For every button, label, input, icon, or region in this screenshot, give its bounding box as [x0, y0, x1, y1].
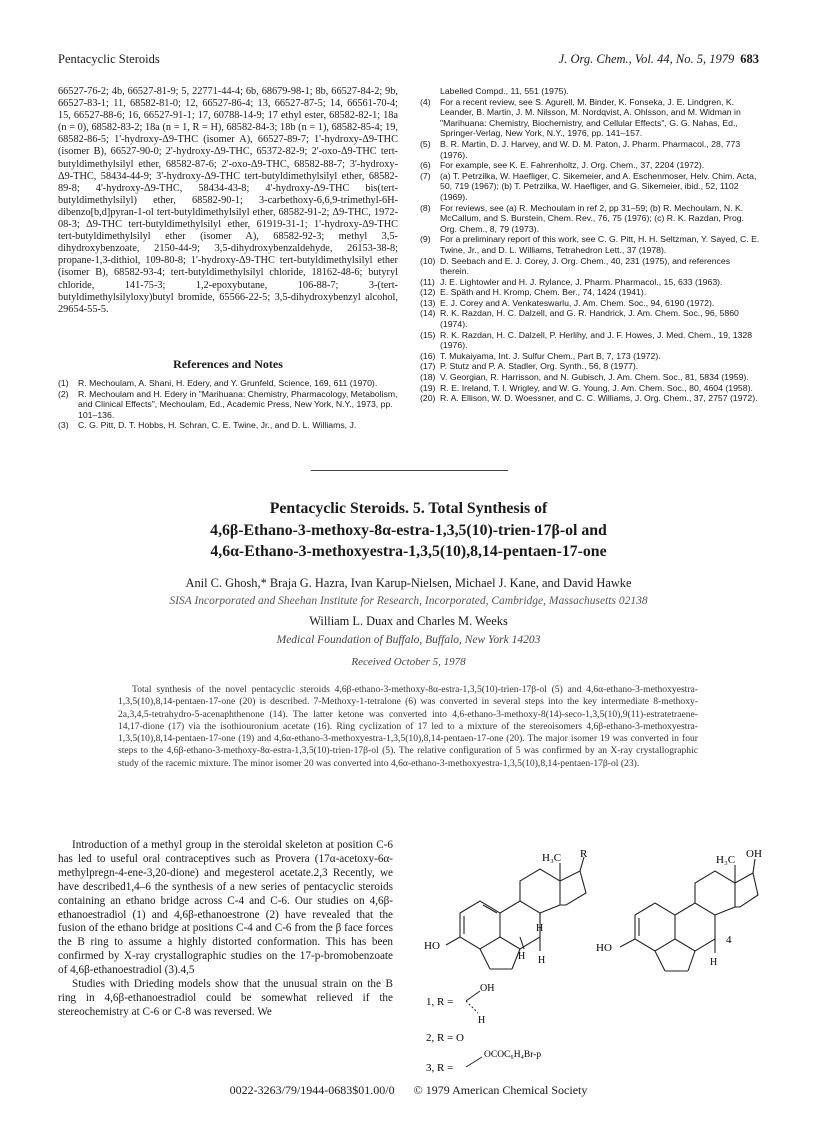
references-heading: References and Notes [173, 357, 283, 371]
label-ho-left: HO [424, 940, 440, 952]
reference-text: R. E. Ireland, T. I. Wrigley, and W. G. Young, J. Am. Chem. Soc., 80, 4604 (1958). [440, 382, 753, 393]
page-footer [0, 1083, 817, 1098]
author-list-2: William L. Duax and Charles M. Weeks [309, 614, 508, 628]
introduction [58, 839, 393, 1020]
reference-item [420, 287, 760, 298]
label-compound-1-h: H [478, 1015, 486, 1026]
reference-text: For example, see K. E. Fahrenholtz, J. Org. Chem., 37, 2204 (1972). [440, 160, 705, 171]
reference-text: R. Mechoulam and H. Edery in "Marihuana: Chemistry, Pharmacology, Metabolism, and Clinical Effects", Mechoulam, Ed., Academic Press, New York, N.Y., 1973, pp. 101–136. [78, 388, 398, 420]
label-compound-4: 4 [726, 934, 732, 946]
section-divider [311, 470, 508, 471]
reference-item [420, 383, 760, 394]
label-oh-top: OH [746, 848, 762, 860]
affiliation-1: SISA Incorporated and Sheehan Institute for Research, Incorporated, Cambridge, Massachusetts 02138 [169, 595, 648, 607]
journal-name: J. Org. Chem., Vol. 44, No. 5, 1979 [558, 52, 735, 66]
reference-text: R. K. Razdan, H. C. Dalzell, P. Herlihy, and J. F. Howes, J. Med. Chem., 19, 1328 (1976). [440, 329, 753, 351]
author-list: Anil C. Ghosh,* Braja G. Hazra, Ivan Karup-Nielsen, Michael J. Kane, and David Hawke [185, 576, 632, 590]
reference-text: For reviews, see (a) R. Mechoulam in ref 2, pp 31–59; (b) R. Mechoulam, N. K. McCallum, and S. Burstein, Chem. Rev., 76, 75 (1976); (c) R. K. Razdan, Prog. Org. Chem., 8, 79 (1973). [440, 202, 745, 234]
reference-item [58, 389, 398, 421]
structure-1-3 [446, 857, 586, 969]
article-title [60, 498, 757, 563]
title-line-3: 4,6α-Ethano-3-methoxyestra-1,3,5(10),8,14-pentaen-17-one [210, 543, 607, 560]
reference-item [420, 277, 760, 288]
reference-number: (8) [420, 202, 431, 213]
label-h3c-right: H₃C [716, 854, 736, 866]
reference-number: (5) [420, 138, 431, 149]
journal-citation [559, 52, 759, 67]
label-h-left-3: H [538, 955, 546, 966]
reference-item [420, 330, 760, 351]
reference-number: (16) [420, 350, 436, 361]
reference-item [420, 361, 760, 372]
page-number: 683 [740, 52, 759, 66]
reference-item [420, 256, 760, 277]
reference-number: (9) [420, 234, 431, 245]
label-ho-right: HO [596, 942, 612, 954]
reference-item [420, 160, 760, 171]
reference-number: (3) [58, 420, 69, 431]
intro-paragraph-1: Introduction of a methyl group in the steroidal skeleton at position C-6 has led to useful oral contraceptives such as Provera (17α-acetoxy-6α-methylpregn-4-ene-3,20-dione) and megesterol acetate.2,3 Recently, we have described1,4–6 the synthesis of a new series of pentacyclic steroids containing an ethano bridge across C-4 and C-6. Our studies on 4,6β-ethanoestradiol (1) and 4,6β-ethanoestrone (2) have revealed that the fusion of the ethano bridge at positions C-4 and C-6 from the β face forces the B ring to assume a highly distorted conformation. This has been confirmed by X-ray crystallographic studies on the 17-p-bromobenzoate of 4,6β-ethanoestradiol (3).4,5 [58, 839, 393, 977]
reference-text: C. G. Pitt, D. T. Hobbs, H. Schran, C. E. Twine, Jr., and D. L. Williams, J. [78, 420, 357, 431]
reference-number: (7) [420, 170, 431, 181]
reference-item [420, 234, 760, 255]
abstract [118, 684, 698, 770]
reference-text: T. Mukaiyama, Int. J. Sulfur Chem., Part B, 7, 173 (1972). [440, 350, 661, 361]
reference-number: (17) [420, 361, 436, 372]
reference-text: For a recent review, see S. Agurell, M. Binder, K. Fonseka, J. E. Lindgren, K. Leander, B. Martin, J. M. Nilsson, M. Nordqvist, A. Ohlsson, and M. Widman in "Marihuana: Chemistry, Biochemistry, and Cellular Effects", G. G. Nahas, Ed., Springer-Verlag, New York, N.Y., 1976, pp. 141–157. [440, 96, 741, 139]
reference-number: (2) [58, 388, 69, 399]
received-date: Received October 5, 1978 [351, 656, 466, 668]
reference-item [420, 203, 760, 235]
reference-number: (6) [420, 160, 431, 171]
label-compound-1-oh: OH [480, 983, 495, 994]
reference-text: B. R. Martin, D. J. Harvey, and W. D. M. Paton, J. Pharm. Pharmacol., 28, 773 (1976). [440, 138, 741, 160]
label-r: R [580, 848, 588, 860]
reference-text: J. E. Lightowler and H. J. Rylance, J. Pharm. Pharmacol., 15, 633 (1963). [440, 276, 723, 287]
reference-text: P. Stutz and P. A. Stadler, Org. Synth., 56, 8 (1977). [440, 361, 639, 372]
structure-4 [620, 859, 758, 971]
affiliation-2: Medical Foundation of Buffalo, Buffalo, New York 14203 [276, 634, 541, 646]
label-compound-3-substituent: OCOC₆H₄Br-p [484, 1050, 542, 1060]
reference-number: (15) [420, 329, 436, 340]
reference-number: (4) [420, 96, 431, 107]
reference-number [420, 86, 440, 97]
reference-number: (13) [420, 297, 436, 308]
references-list-right [420, 86, 760, 404]
reference-item [420, 308, 760, 329]
reference-item [420, 86, 760, 97]
reference-item [420, 351, 760, 362]
reference-text: R. K. Razdan, H. C. Dalzell, and G. R. Handrick, J. Am. Chem. Soc., 96, 5860 (1974). [440, 308, 739, 330]
reference-item [420, 171, 760, 203]
running-title: Pentacyclic Steroids [58, 52, 160, 66]
reference-number: (18) [420, 372, 436, 383]
title-line-1: Pentacyclic Steroids. 5. Total Synthesis of [269, 500, 548, 517]
reference-text: E. J. Corey and A. Venkateswarlu, J. Am. Chem. Soc., 94, 6190 (1972). [440, 297, 715, 308]
abstract-text: Total synthesis of the novel pentacyclic steroids 4,6β-ethano-3-methoxy-8α-estra-1,3,5(10)-trien-17β-ol (5) and 4,6α-ethano-3-methoxyestra-1,3,5(10),8,14-pentaen-17-one (20) is described. 7-Methoxy-1-tetralone (6) was converted in several steps into the key intermediate 8-methoxy-2a,3,4,5-tetrahydro-5-acenaphthenone (14). The latter ketone was converted into 4,6-ethano-3-methoxy-8(14)-seco-1,3,5(10),9(11)-estratetraene-14,17-dione (17) via the isothiouronium acetate (16). Ring cyclization of 17 led to a mixture of the stereoisomers 4,6β-ethano-3-methoxyestra-1,3,5(10),8,14-pentaen-17-one (19) and 4,6α-ethano-3-methoxyestra-1,3,5(10),8,14-pentaen-17-one (20). The major isomer 19 was converted in four steps to the 4,6β-ethano-3-methoxy-8α-estra-1,3,5(10)-trien-17β-ol (5). The relative configuration of 5 was confirmed by an X-ray crystallographic study of the racemic mixture. The minor isomer 20 was converted into 4,6α-ethano-3-methoxyestra-1,3,5(10),8,14-pentaen-17β-ol (23). [118, 684, 698, 769]
article-code: 0022-3263/79/1944-0683$01.00/0 [229, 1083, 395, 1097]
compound-3-substituent [466, 1057, 482, 1067]
reference-text: V. Georgian, R. Harrisson, and N. Gubisch, J. Am. Chem. Soc., 81, 5834 (1959). [440, 372, 749, 383]
label-compound-2: 2, R = O [426, 1032, 464, 1044]
structure-figure [420, 845, 770, 1075]
compound-1-substituent [466, 991, 480, 1013]
label-h-left-1: H [536, 923, 544, 934]
reference-number: (12) [420, 287, 436, 298]
label-h-left-2: H [518, 951, 526, 962]
reference-text: D. Seebach and E. J. Corey, J. Org. Chem., 40, 231 (1975), and references therein. [440, 255, 731, 277]
reference-item [420, 372, 760, 383]
reference-number: (19) [420, 382, 436, 393]
registry-numbers: 66527-76-2; 4b, 66527-81-9; 5, 22771-44-4; 6b, 68679-98-1; 8b, 66527-84-2; 9b, 66527-83-1; 11, 68582-81-0; 12, 66527-86-4; 13, 66527-87-5; 14, 66561-70-4; 15, 66527-88-6; 16, 66527-91-1; 17, 60788-14-9; 17 ethyl ester, 68582-82-1; 18a (n = 0), 68582-83-2; 18a (n = 1, R = H), 68582-84-3; 18b (n = 1), 68582-85-4; 19, 68582-86-5; 1'-hydroxy-Δ9-THC (isomer A), 66527-89-7; 1'-hydroxy-Δ9-THC (isomer B), 66527-90-0; 2'-hydroxy-Δ9-THC, 65372-82-9; 2'-oxo-Δ9-THC tert-butyldimethylsilyl ether, 68582-87-6; 2'-oxo-Δ9-THC, 68582-88-7; 3'-hydroxy-Δ9-THC, 58434-44-9; 3'-hydroxy-Δ9-THC tert-butyldimethylsilyl ether, 68582-89-8; 4'-hydroxy-Δ9-THC, 58434-43-8; 4'-hydroxy-Δ9-THC bis(tert-butyldimethylsilyl) ether, 68582-90-1; 3-carbethoxy-6,6,9-trimethyl-6H-dibenzo[b,d]pyran-1-ol tert-butyldimethylsilyl ether, 68582-91-2; Δ9-THC, 1972-08-3; Δ9-THC tert-butyldimethylsilyl ether, 61919-31-1; 1'-hydroxy-Δ9-THC tert-butyldimethylsilyl ether (isomer A), 68582-92-3; methyl 3,5-dihydroxybenzoate, 2150-44-9; 3,5-dihydroxybenzaldehyde, 26153-38-8; propane-1,3-dithiol, 109-80-8; 1'-hydroxy-Δ9-THC tert-butyldimethylsilyl ether (isomer B), 68582-93-4; tert-butyldimethylsilyl chloride, 18162-48-6; butyryl chloride, 141-75-3; 1,2-epoxybutane, 106-88-7; 3-(tert-butyldimethylsilyloxy)butyl bromide, 65566-22-5; 3,5-dihydroxybenzyl alcohol, 29654-55-5. [58, 86, 398, 315]
reference-text: (a) T. Petrzilka, W. Haefliger, C. Sikemeier, and A. Eschenmoser, Helv. Chim. Acta, 50, 719 (1967); (b) T. Petrzilka, W. Haefliger, and G. Sikemeier, ibid., 52, 1102 (1969). [440, 170, 757, 202]
label-compound-1: 1, R = [426, 996, 454, 1008]
reference-text: Labelled Compd., 11, 551 (1975). [440, 86, 569, 96]
reference-number: (11) [420, 276, 435, 287]
reference-item [420, 97, 760, 139]
reference-item [58, 420, 398, 431]
copyright: © 1979 American Chemical Society [413, 1083, 588, 1097]
label-h-right: H [710, 957, 718, 968]
title-line-2: 4,6β-Ethano-3-methoxy-8α-estra-1,3,5(10)-trien-17β-ol and [210, 521, 607, 539]
reference-text: For a preliminary report of this work, see C. G. Pitt, H. H. Seltzman, Y. Sayed, C. E. Twine, Jr., and D. L. Williams, Tetrahedron Lett., 37 (1978). [440, 234, 760, 255]
label-h3c-left: H₃C [542, 852, 562, 864]
label-compound-3: 3, R = [426, 1062, 454, 1074]
reference-number: (20) [420, 393, 436, 404]
reference-number: (1) [58, 378, 69, 388]
references-list-left [58, 378, 398, 431]
reference-text: E. Späth and H. Kromp, Chem. Ber., 74, 1424 (1941). [440, 287, 647, 298]
reference-item [420, 139, 760, 160]
reference-item [420, 298, 760, 309]
reference-item [420, 393, 760, 404]
intro-paragraph-2: Studies with Drieding models show that the unusual strain on the B ring in 4,6β-ethanoestradiol could be somewhat relieved if the stereochemistry at C-6 or C-8 was reversed. We [58, 978, 393, 1018]
reference-number: (14) [420, 308, 436, 319]
reference-text: R. Mechoulam, A. Shani, H. Edery, and Y. Grunfeld, Science, 169, 611 (1970). [78, 378, 378, 388]
reference-text: R. A. Ellison, W. D. Woessner, and C. C. Williams, J. Org. Chem., 37, 2757 (1972). [440, 393, 758, 404]
reference-item [58, 378, 398, 389]
reference-number: (10) [420, 255, 436, 266]
